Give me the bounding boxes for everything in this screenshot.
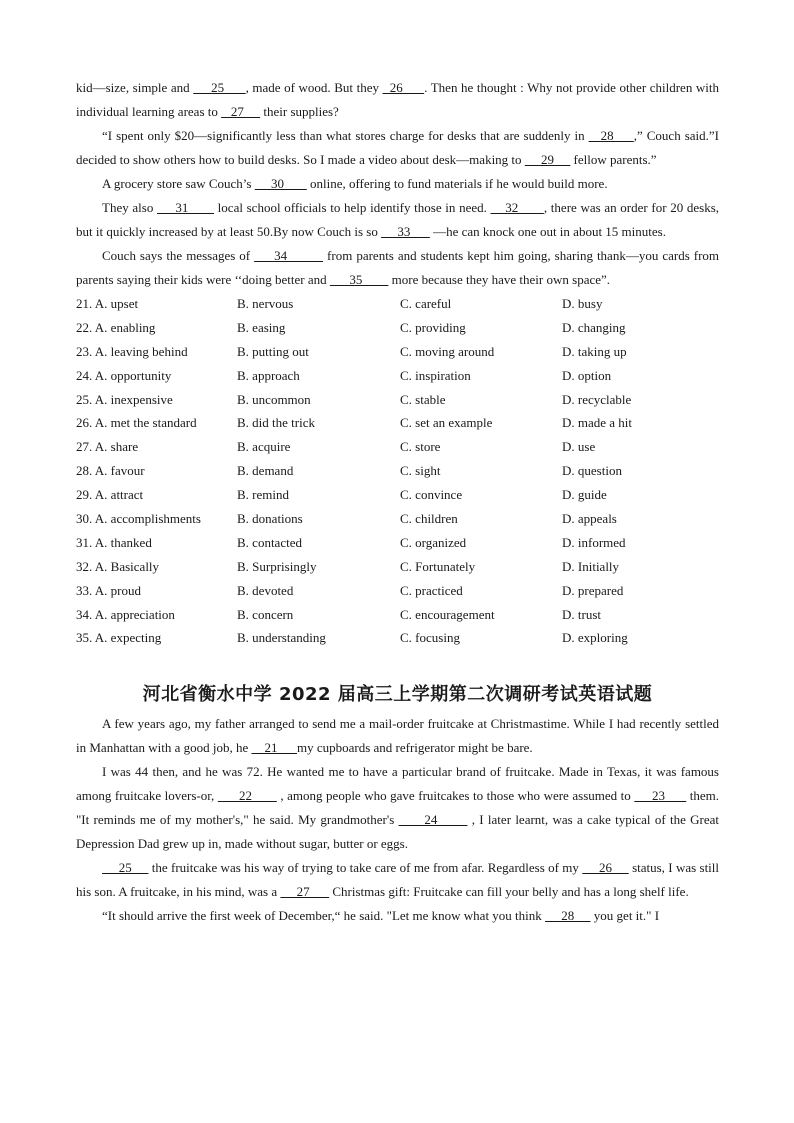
text: . Then he thought : Why not provide other children with individual learning areas to	[76, 80, 720, 119]
option-b: B. contacted	[237, 534, 302, 550]
option-a: 35. A. expecting	[76, 630, 162, 646]
blank-32: 32	[490, 200, 544, 215]
text: my cupboards and refrigerator might be bare.	[296, 740, 533, 756]
option-c: C. moving around	[400, 343, 495, 359]
option-d: D. prepared	[562, 582, 624, 598]
option-d: D. question	[562, 463, 622, 479]
option-row-24	[76, 364, 719, 388]
option-b: B. approach	[237, 367, 300, 383]
blank-24: 24	[398, 812, 468, 828]
option-b: B. easing	[237, 319, 286, 335]
option-a: 29. A. attract	[76, 487, 144, 503]
passage2-paragraph-2	[76, 760, 719, 856]
option-b: B. did the trick	[237, 415, 315, 431]
document-page	[76, 76, 719, 928]
option-d: D. informed	[562, 534, 626, 550]
blank-35: 35	[329, 272, 389, 287]
option-c: C. careful	[400, 296, 452, 311]
passage1-paragraph-3	[76, 172, 719, 196]
text: fellow parents.”	[570, 152, 657, 167]
option-row-32	[76, 555, 719, 579]
option-c: C. practiced	[400, 582, 463, 598]
text: They also	[102, 200, 157, 215]
text: their supplies?	[260, 104, 339, 119]
text: local school officials to help identify those in need.	[214, 200, 491, 215]
text: Christmas gift: Fruitcake can fill your belly and has a long shelf life.	[329, 884, 689, 900]
text: I was 44 then, and he was 72. He wanted me to have a particular brand of fruitcake. Made in Texas, it was famous among fruitcake lovers-or,	[76, 764, 719, 804]
text: “It should arrive the first week of December,“ he said. "Let me know what you think	[102, 908, 546, 924]
option-b: B. nervous	[237, 296, 294, 311]
text: A few years ago, my father arranged to send me a mail-order fruitcake at Christmastime. While I had recently settled in Manhattan with a good job, he	[76, 716, 719, 756]
text: you get it." I	[590, 908, 660, 924]
passage1-paragraph-1	[76, 76, 719, 124]
text: from parents and students kept him going, sharing thank—you cards from parents saying their kids were ‘‘doing better and	[76, 248, 720, 287]
option-b: B. acquire	[237, 439, 291, 455]
blank-28: 28	[588, 128, 634, 143]
text: the fruitcake was his way of trying to take care of me from afar. Regardless of my	[148, 860, 583, 876]
text: , there was an order for 20 desks, but it quickly increased by at least 50.By now Couch is so	[76, 200, 720, 239]
option-d: D. made a hit	[562, 415, 633, 431]
option-a: 24. A. opportunity	[76, 367, 172, 383]
option-d: D. Initially	[562, 558, 620, 574]
option-row-31	[76, 531, 719, 555]
option-d: D. guide	[562, 487, 607, 503]
option-row-29	[76, 483, 719, 507]
blank-23: 23	[634, 788, 687, 804]
option-c: C. providing	[400, 319, 466, 335]
option-d: D. recyclable	[562, 391, 632, 407]
option-b: B. devoted	[237, 582, 294, 598]
blank-29: 29	[524, 152, 571, 167]
option-a: 27. A. share	[76, 439, 139, 455]
option-row-35	[76, 626, 719, 650]
passage1-paragraph-5	[76, 244, 719, 292]
option-a: 26. A. met the standard	[76, 415, 197, 431]
option-b: B. uncommon	[237, 391, 311, 407]
option-d: D. trust	[562, 606, 601, 622]
option-a: 21. A. upset	[76, 296, 139, 311]
options-list	[76, 292, 719, 650]
text: , I later learnt, was a cake typical of the Great Depression Dad grew up in, made without sugar, butter or eggs.	[76, 812, 720, 852]
text: kid—size, simple and	[76, 80, 194, 95]
option-c: C. focusing	[400, 630, 460, 646]
option-a: 22. A. enabling	[76, 319, 156, 335]
passage1-paragraph-4	[76, 196, 719, 244]
option-a: 32. A. Basically	[76, 558, 160, 574]
blank-26: 26	[582, 860, 629, 876]
text: —he can knock one out in about 15 minutes.	[429, 224, 666, 239]
option-d: D. changing	[562, 319, 626, 335]
option-c: C. convince	[400, 487, 463, 503]
option-b: B. remind	[237, 487, 289, 503]
option-row-30	[76, 507, 719, 531]
option-c: C. set an example	[400, 415, 493, 431]
option-b: B. understanding	[237, 630, 326, 646]
blank-21: 21	[251, 740, 297, 756]
option-d: D. exploring	[562, 630, 628, 646]
option-a: 28. A. favour	[76, 463, 145, 479]
passage2-paragraph-1	[76, 712, 719, 760]
option-a: 31. A. thanked	[76, 534, 152, 550]
option-c: C. children	[400, 511, 458, 527]
option-b: B. demand	[237, 463, 294, 479]
text: ,” Couch said.”I decided to show others how to build desks. So I made a video about desk—making to	[76, 128, 719, 167]
option-b: B. Surprisingly	[237, 558, 317, 574]
option-b: B. concern	[237, 606, 294, 622]
blank-25: 25	[193, 80, 246, 95]
text: , made of wood. But they	[245, 80, 383, 95]
option-a: 23. A. leaving behind	[76, 343, 188, 359]
passage1-paragraph-2	[76, 124, 719, 172]
text: status, I was still his son. A fruitcake, in his mind, was a	[76, 860, 720, 900]
blank-30: 30	[254, 176, 307, 191]
option-b: B. putting out	[237, 343, 309, 359]
blank-33: 33	[381, 224, 430, 239]
passage2-paragraph-4	[76, 904, 719, 928]
option-c: C. encouragement	[400, 606, 495, 622]
option-d: D. busy	[562, 296, 603, 311]
blank-27: 27	[280, 884, 330, 900]
option-c: C. Fortunately	[400, 558, 476, 574]
option-d: D. use	[562, 439, 596, 455]
option-d: D. taking up	[562, 343, 627, 359]
option-a: 34. A. appreciation	[76, 606, 175, 622]
option-row-33	[76, 579, 719, 603]
option-c: C. sight	[400, 463, 441, 479]
option-a: 33. A. proud	[76, 582, 141, 598]
text: A grocery store saw Couch’s	[102, 176, 255, 191]
blank-25: 25	[102, 860, 149, 876]
option-c: C. inspiration	[400, 367, 471, 383]
text: , among people who gave fruitcakes to those who were assumed to	[276, 788, 635, 804]
text: them. "It reminds me of my mother's," he said. My grandmother's	[76, 788, 720, 828]
option-row-27	[76, 435, 719, 459]
blank-26: 26	[382, 80, 425, 95]
option-c: C. organized	[400, 534, 467, 550]
text: Couch says the messages of	[102, 248, 255, 263]
blank-22: 22	[217, 788, 277, 804]
option-c: C. store	[400, 439, 441, 455]
option-c: C. stable	[400, 391, 446, 407]
option-row-23	[76, 340, 719, 364]
option-row-28	[76, 459, 719, 483]
section-title: 河北省衡水中学 2022 届高三上学期第二次调研考试英语试题	[142, 684, 653, 706]
blank-27: 27	[221, 104, 261, 119]
option-row-34	[76, 603, 719, 627]
option-d: D. option	[562, 367, 612, 383]
option-d: D. appeals	[562, 511, 617, 527]
text: online, offering to fund materials if he would build more.	[306, 176, 608, 191]
option-row-26	[76, 411, 719, 435]
text: more because they have their own space”.	[388, 272, 611, 287]
passage2-paragraph-3	[76, 856, 719, 904]
option-row-21	[76, 292, 719, 316]
option-b: B. donations	[237, 511, 303, 527]
text: “I spent only $20—significantly less than what stores charge for desks that are suddenly in	[102, 128, 589, 143]
blank-31: 31	[157, 200, 215, 215]
option-row-25	[76, 388, 719, 412]
blank-34: 34	[254, 248, 324, 263]
blank-28: 28	[545, 908, 591, 924]
option-row-22	[76, 316, 719, 340]
option-a: 30. A. accomplishments	[76, 511, 201, 527]
option-a: 25. A. inexpensive	[76, 391, 173, 407]
